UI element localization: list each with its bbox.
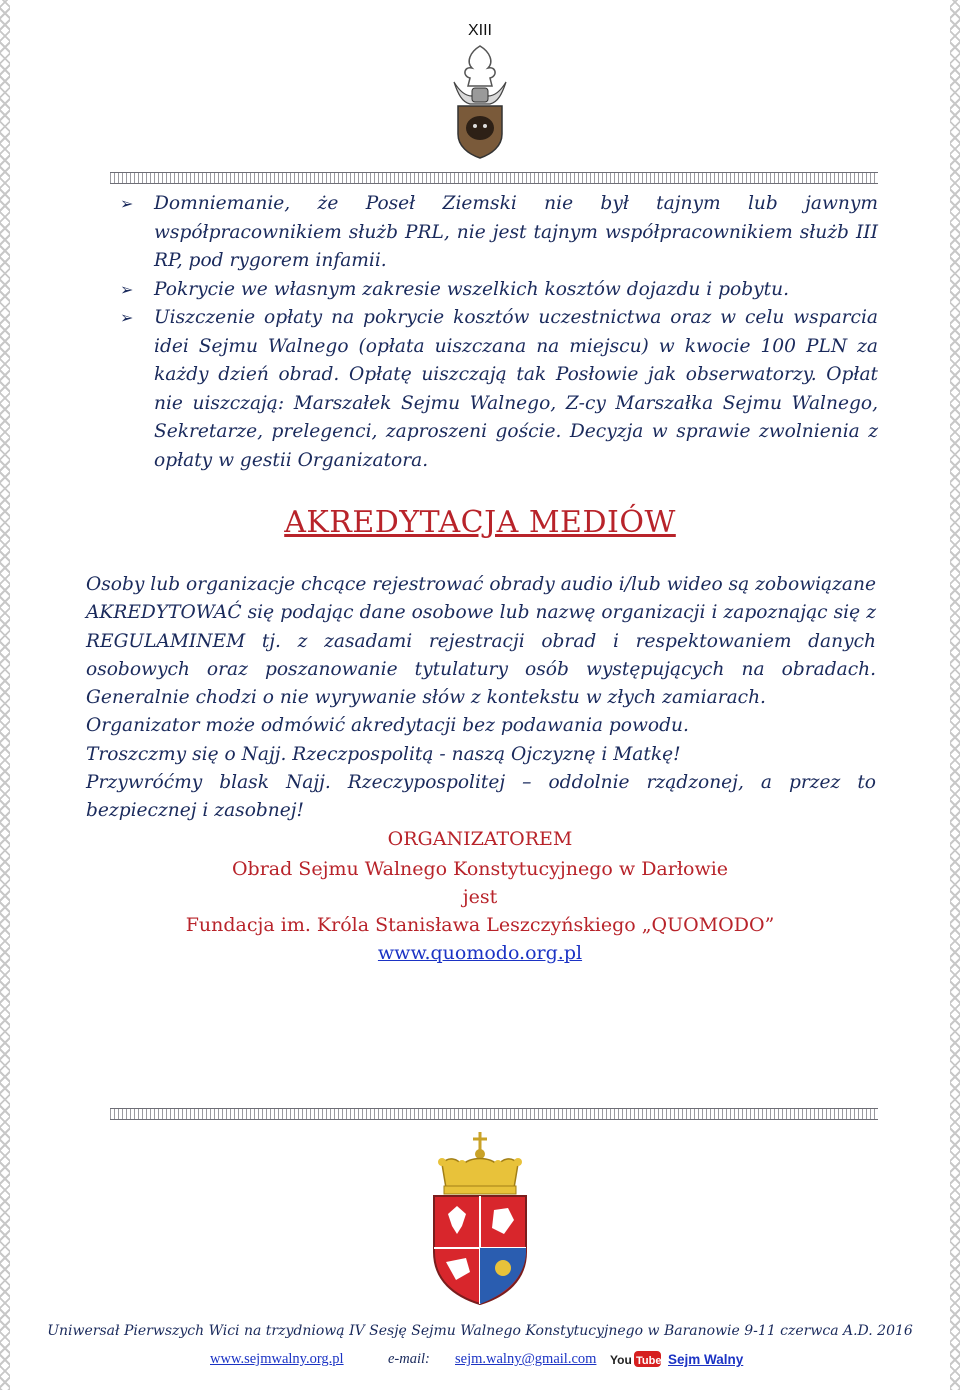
footer-links [210, 1349, 770, 1373]
list-item: ➢ Domniemanie, że Poseł Ziemski nie był tajnym lub jawnym współpracownikiem służb PRL, nie jest tajnym współpracownikiem służb III RP, pod rygorem infamii. [118, 190, 878, 276]
page-number: XIII [467, 22, 492, 39]
conditions-list [118, 190, 878, 475]
arrow-bullet-icon: ➢ [120, 279, 134, 299]
email-link[interactable]: sejm.walny@gmail.com [455, 1351, 597, 1367]
paragraph: Troszczmy się o Najj. Rzeczpospolitą - naszą Ojczyznę i Matkę! [86, 743, 681, 765]
email-label: e-mail: [388, 1351, 430, 1367]
svg-text:Tube: Tube [636, 1355, 662, 1367]
page-border-left [0, 0, 10, 1390]
list-item: ➢ Pokrycie we własnym zakresie wszelkich kosztów dojazdu i pobytu. [118, 276, 878, 305]
svg-text:You: You [610, 1353, 632, 1367]
paragraph: Przywróćmy blask Najj. Rzeczypospolitej – oddolnie rządzonej, a przez to bezpiecznej i zasobnej! [86, 772, 876, 822]
organizer-name: Fundacja im. Króla Stanisława Leszczyńskiego „QUOMODO” [185, 914, 775, 936]
page-border-right [950, 0, 960, 1390]
organizer-jest: jest [462, 886, 498, 908]
decorative-divider [110, 1108, 878, 1120]
paragraph: Osoby lub organizacje chcące rejestrować obrady audio i/lub wideo są zobowiązane AKREDYTOWAĆ się podając dane osobowe lub nazwę organizacji i zapoznając się z REGULAMINEM tj. z zasadami rejestracji obrad i respektowaniem danych osobowych oraz poszanowanie tytulatury osób występujących na obradach. Generalnie chodzi o nie wyrywanie słów z kontekstu w złych zamiarach. [86, 574, 876, 709]
organizer-heading: ORGANIZATOREM [387, 828, 573, 850]
paragraph: Organizator może odmówić akredytacji bez podawania powodu. [86, 715, 689, 737]
arrow-bullet-icon: ➢ [120, 308, 134, 327]
section-title: AKREDYTACJA MEDIÓW [284, 505, 676, 540]
decorative-divider [110, 172, 878, 184]
list-item: ➢ Uiszczenie opłaty na pokrycie kosztów uczestnictwa oraz w celu wsparcia idei Sejmu Walnego (opłata uiszczana na miejscu) w kwocie 100 PLN za każdy dzień obrad. Opłatę uiszczają tak Posłowie jak obserwatorzy. Opłat nie uiszczają: Marszałek Sejmu Walnego, Z-cy Marszałka Sejmu Walnego, Sekretarze, prelegenci, zaproszeni goście. Decyzja w sprawie zwolnienia z opłaty w gestii Organizatora. [118, 304, 878, 475]
coat-of-arms-icon [428, 1130, 532, 1306]
organizer-website-link[interactable]: www.quomodo.org.pl [377, 942, 583, 964]
footer-event-line: Uniwersał Pierwszych Wici na trzydniową IV Sesję Sejmu Walnego Konstytucyjnego w Baranowie 9-11 czerwca A.D. 2016 [47, 1323, 913, 1339]
youtube-channel-link[interactable]: Sejm Walny [668, 1352, 744, 1367]
youtube-logo-icon[interactable] [610, 1349, 662, 1369]
website-link[interactable]: www.sejmwalny.org.pl [210, 1351, 344, 1367]
organizer-event: Obrad Sejmu Walnego Konstytucyjnego w Darłowie [231, 858, 729, 880]
accreditation-text [86, 571, 876, 826]
heraldic-crest-icon [440, 42, 520, 162]
arrow-bullet-icon: ➢ [120, 194, 134, 213]
